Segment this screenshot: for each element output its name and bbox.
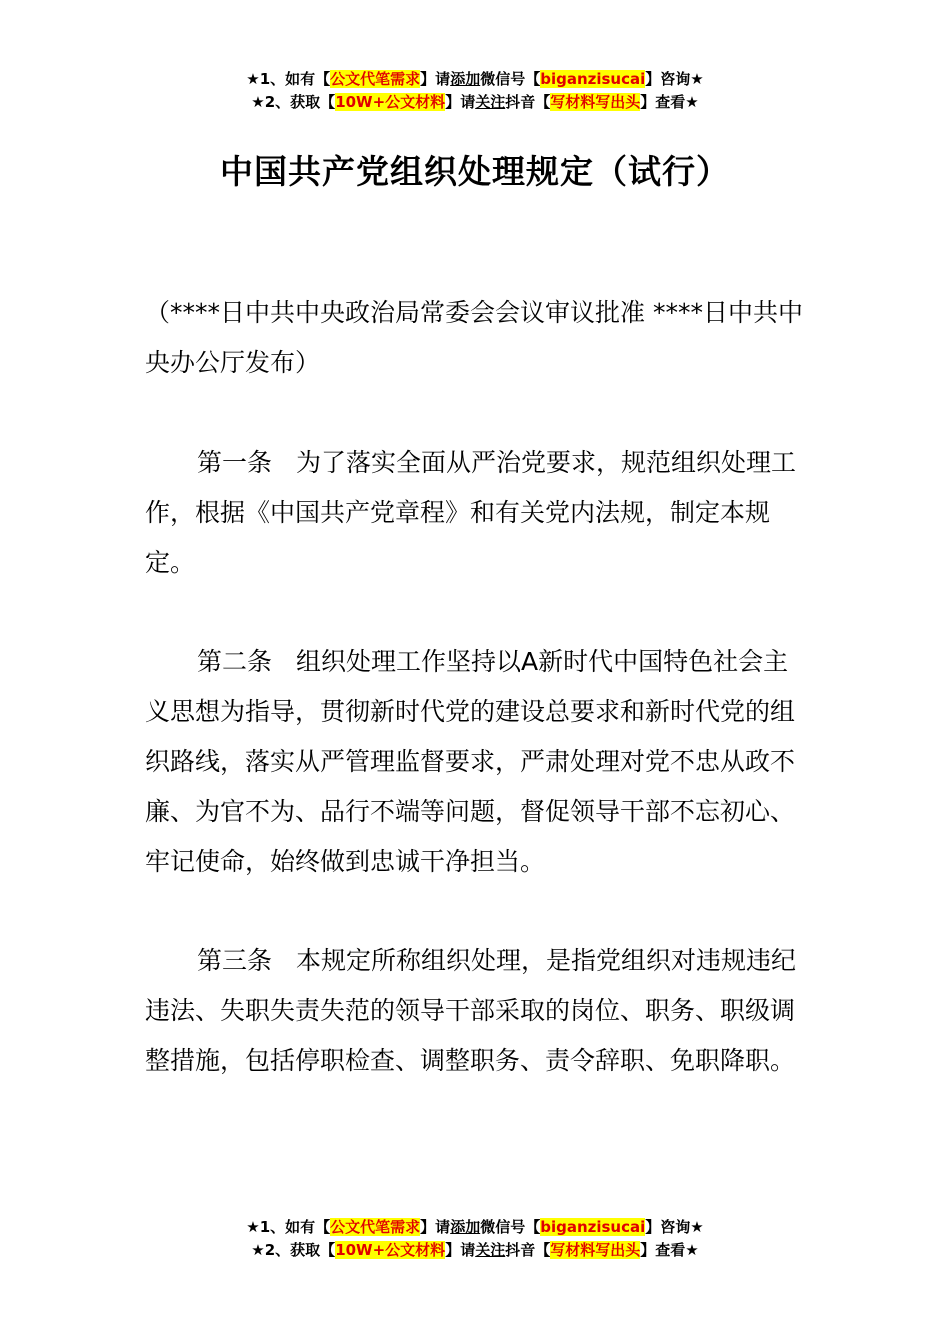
top-banner [0, 68, 950, 114]
article-paragraph [145, 438, 810, 588]
banner-text: 抖音【 [505, 1241, 551, 1259]
document-title: 中国共产党组织处理规定（试行） [220, 152, 730, 191]
banner-highlight: 10W+公文材料 [335, 93, 446, 111]
banner-text: 】请 [420, 70, 451, 88]
banner-text: 】咨询★ [645, 70, 704, 88]
banner-line-1 [0, 68, 950, 91]
approval-note-text: （****日中共中央政治局常委会会议审议批准 ****日中共中央办公厅发布） [145, 298, 803, 377]
banner-text: 】查看★ [640, 1241, 699, 1259]
banner-highlight: 10W+公文材料 [335, 1241, 446, 1259]
article-2 [145, 637, 810, 887]
banner-text: 微信号【 [480, 1218, 541, 1236]
article-label: 第三条 [197, 946, 273, 975]
banner-highlight: biganzisucai [540, 70, 646, 88]
banner-text: 】查看★ [640, 93, 699, 111]
article-paragraph [145, 936, 810, 1086]
article-3 [145, 936, 810, 1086]
article-1 [145, 438, 810, 588]
banner-highlight: biganzisucai [540, 1218, 646, 1236]
article-text: 本规定所称组织处理，是指党组织对违规违纪违法、失职失责失范的领导干部采取的岗位、职务、职级调整措施，包括停职检查、调整职务、责令辞职、免职降职。 [145, 946, 797, 1075]
bottom-banner [0, 1216, 950, 1262]
banner-text: ★1、如有【 [246, 1218, 331, 1236]
banner-emphasis: 关注 [475, 93, 506, 111]
banner-text: 微信号【 [480, 70, 541, 88]
banner-text: ★2、获取【 [251, 93, 336, 111]
banner-text: ★2、获取【 [251, 1241, 336, 1259]
banner-highlight: 写材料写出头 [550, 93, 641, 111]
banner-line-1 [0, 1216, 950, 1239]
article-text: 为了落实全面从严治党要求，规范组织处理工作，根据《中国共产党章程》和有关党内法规，制定本规定。 [145, 448, 797, 577]
banner-text: 】请 [420, 1218, 451, 1236]
banner-emphasis: 添加 [450, 70, 481, 88]
banner-highlight: 公文代笔需求 [330, 1218, 421, 1236]
banner-line-2 [0, 1239, 950, 1262]
banner-text: 抖音【 [505, 93, 551, 111]
article-label: 第一条 [197, 448, 273, 477]
banner-line-2 [0, 91, 950, 114]
banner-emphasis: 添加 [450, 1218, 481, 1236]
banner-text: 】请 [445, 1241, 476, 1259]
banner-text: ★1、如有【 [246, 70, 331, 88]
banner-text: 】咨询★ [645, 1218, 704, 1236]
article-label: 第二条 [197, 647, 273, 676]
banner-highlight: 公文代笔需求 [330, 70, 421, 88]
banner-emphasis: 关注 [475, 1241, 506, 1259]
banner-highlight: 写材料写出头 [550, 1241, 641, 1259]
approval-note [145, 288, 810, 388]
article-paragraph [145, 637, 810, 887]
banner-text: 】请 [445, 93, 476, 111]
article-text: 组织处理工作坚持以A新时代中国特色社会主义思想为指导，贯彻新时代党的建设总要求和新时代党的组织路线，落实从严管理监督要求，严肃处理对党不忠从政不廉、为官不为、品行不端等问题，督促领导干部不忘初心、牢记使命，始终做到忠诚干净担当。 [145, 647, 796, 876]
